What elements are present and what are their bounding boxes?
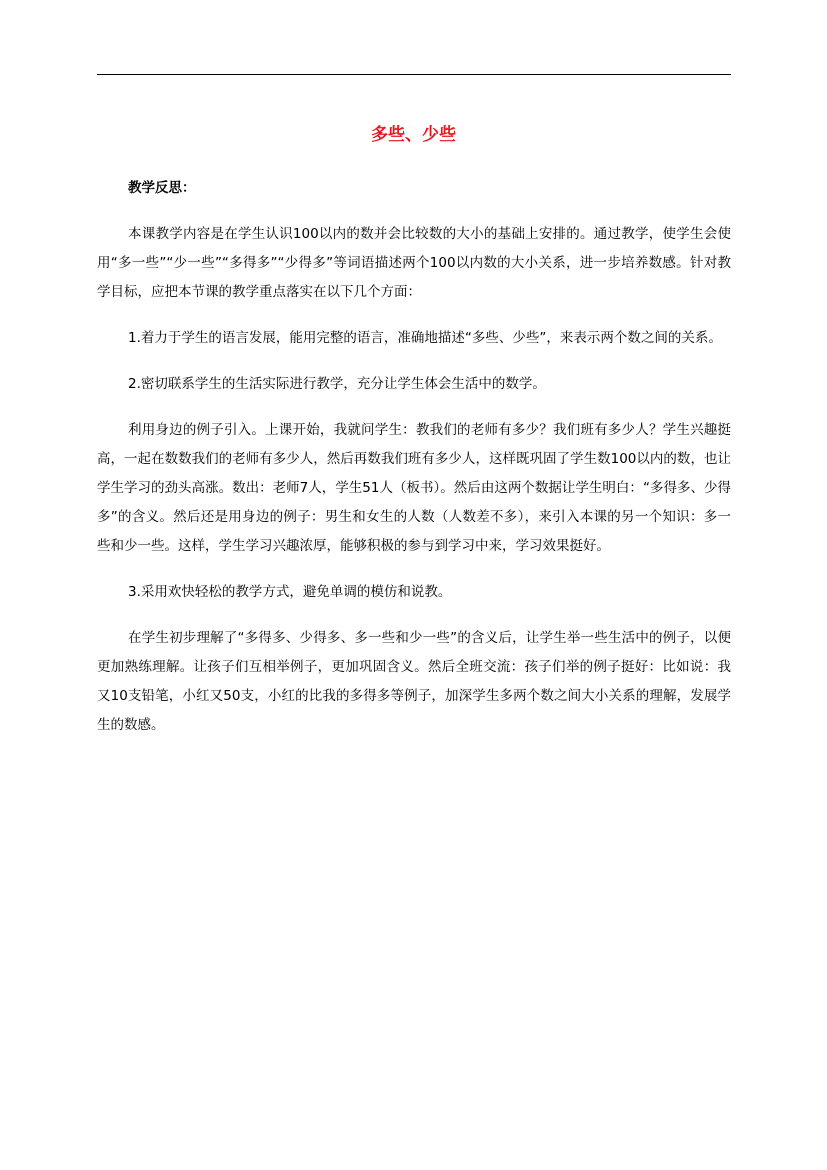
document-title: 多些、少些 [371,125,456,145]
paragraph-example: 利用身边的例子引入。上课开始，我就问学生：教我们的老师有多少？我们班有多少人？学生兴趣挺高，一起在数数我们的老师有多少人，然后再数我们班有多少人，这样既巩固了学生数100以内的数，也让学生学习的劲头高涨。数出：老师7人，学生51人（板书）。然后由这两个数据让学生明白：“多得多、少得多”的含义。然后还是用身边的例子：男生和女生的人数（人数差不多），来引入本课的另一个知识：多一些和少一些。这样，学生学习兴趣浓厚，能够积极的参与到学习中来，学习效果挺好。 [97,422,731,554]
header-rule [97,74,731,75]
section-heading: 教学反思： [128,180,196,196]
paragraph-point-3: 3.采用欢快轻松的教学方式，避免单调的模仿和说教。 [128,584,452,600]
paragraph-intro: 本课教学内容是在学生认识100以内的数并会比较数的大小的基础上安排的。通过教学，使学生会使用“多一些”“少一些”“多得多”“少得多”等词语描述两个100以内数的大小关系，进一步培养数感。针对教学目标，应把本节课的教学重点落实在以下几个方面： [97,226,731,300]
paragraph-point-1: 1.着力于学生的语言发展，能用完整的语言，准确地描述“多些、少些”，来表示两个数之间的关系。 [128,330,722,346]
paragraph-point-2: 2.密切联系学生的生活实际进行教学，充分让学生体会生活中的数学。 [128,376,546,392]
paragraph-practice: 在学生初步理解了“多得多、少得多、多一些和少一些”的含义后，让学生举一些生活中的例子，以便更加熟练理解。让孩子们互相举例子，更加巩固含义。然后全班交流：孩子们举的例子挺好：比如说：我又10支铅笔，小红又50支，小红的比我的多得多等例子，加深学生多两个数之间大小关系的理解，发展学生的数感。 [97,630,731,733]
document-body [97,174,731,757]
